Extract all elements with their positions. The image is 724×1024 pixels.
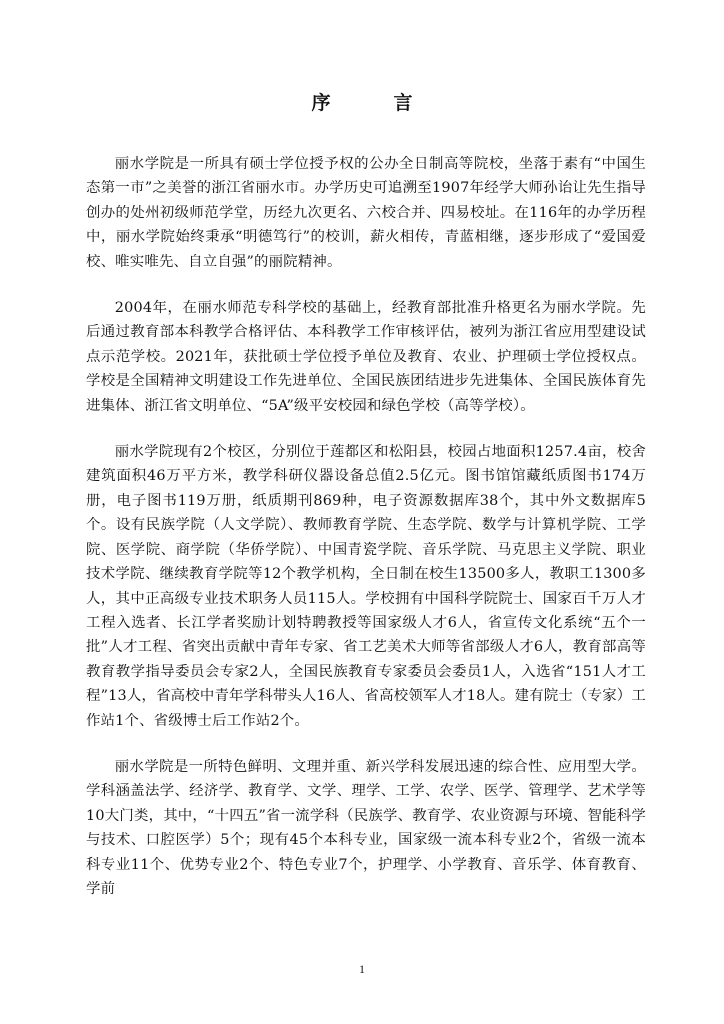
paragraph-4: 丽水学院是一所特色鲜明、文理并重、新兴学科发展迅速的综合性、应用型大学。学科涵盖法学、经济学、教育学、文学、理学、工学、农学、医学、管理学、艺术学等10大门类，其中，“十四五”省一流学科（民族学、教育学、农业资源与环境、智能科学与技术、口腔医学）5个；现有45个本科专业，国家级一流本科专业2个，省级一流本科专业11个、优势专业2个、特色专业7个，护理学、小学教育、音乐学、体育教育、学前 — [86, 758, 646, 897]
paragraph-2: 2004年，在丽水师范专科学校的基础上，经教育部批准升格更名为丽水学院。先后通过教育部本科教学合格评估、本科教学工作审核评估，被列为浙江省应用型建设试点示范学校。2021年，获批硕士学位授予单位及教育、农业、护理硕士学位授权点。学校是全国精神文明建设工作先进单位、全国民族团结进步先进集体、全国民族体育先进集体、浙江省文明单位、“5A”级平安校园和绿色学校（高等学校）。 — [86, 300, 646, 414]
page-title: 序 言 — [311, 92, 435, 114]
paragraph-1: 丽水学院是一所具有硕士学位授予权的公办全日制高等院校，坐落于素有“中国生态第一市”之美誉的浙江省丽水市。办学历史可追溯至1907年经学大师孙诒让先生指导创办的处州初级师范学堂，历经九次更名、六校合并、四易校址。在116年的办学历程中，丽水学院始终秉承“明德笃行”的校训，薪火相传，青蓝相继，逐步形成了“爱国爱校、唯实唯先、自立自强”的丽院精神。 — [86, 156, 646, 270]
body-text — [86, 152, 646, 923]
page-number: 1 — [359, 962, 365, 976]
paragraph-3: 丽水学院现有2个校区，分别位于莲都区和松阳县，校园占地面积1257.4亩，校舍建筑面积46万平方米，教学科研仪器设备总值2.5亿元。图书馆馆藏纸质图书174万册，电子图书119万册，纸质期刊869种，电子资源数据库38个，其中外文数据库5个。设有民族学院（人文学院）、教师教育学院、生态学院、数学与计算机学院、工学院、医学院、商学院（华侨学院）、中国青瓷学院、音乐学院、马克思主义学院、职业技术学院、继续教育学院等12个教学机构，全日制在校生13500多人，教职工1300多人，其中正高级专业技术职务人员115人。学校拥有中国科学院院士、国家百千万人才工程入选者、长江学者奖励计划特聘教授等国家级人才6人，省宣传文化系统“五个一批”人才工程、省突出贡献中青年专家、省工艺美术大师等省部级人才6人，教育部高等教育教学指导委员会专家2人，全国民族教育专家委员会委员1人，入选省“151人才工程”13人，省高校中青年学科带头人16人、省高校领军人才18人。建有院士（专家）工作站1个、省级博士后工作站2个。 — [86, 444, 646, 729]
